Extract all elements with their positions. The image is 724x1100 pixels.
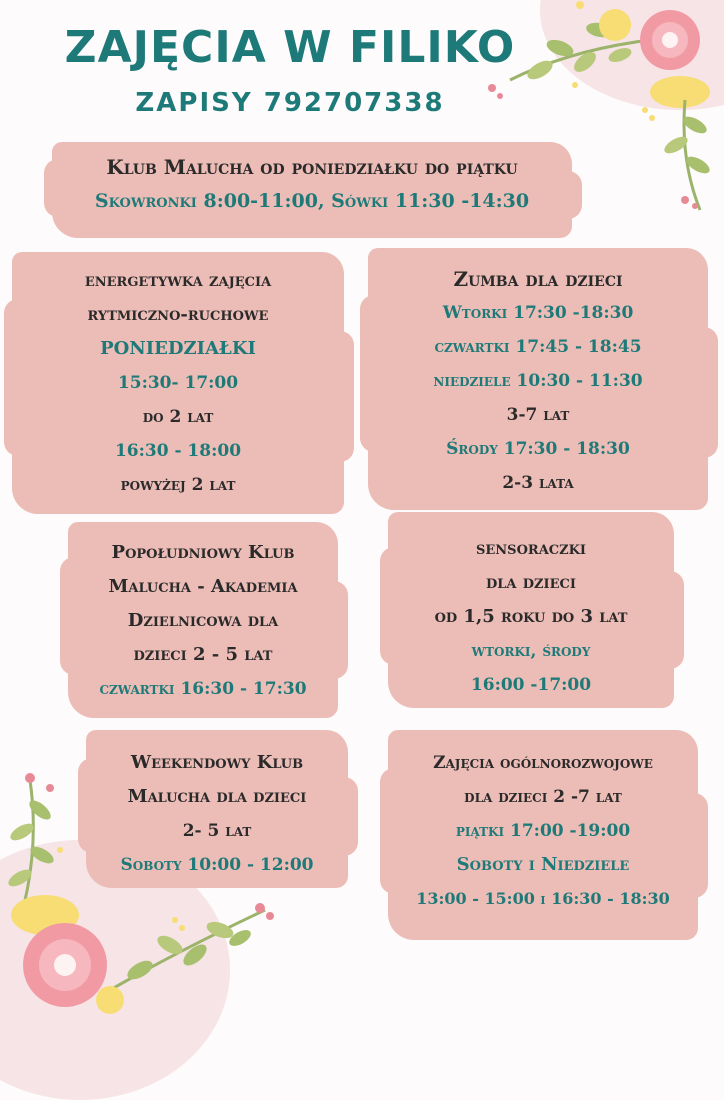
popoludniowy-line3: Dzielnicowa dla — [127, 610, 279, 631]
energetywka-time2: 16:30 - 18:00 — [114, 441, 242, 461]
sensoraczki-line3: od 1,5 roku do 3 lat — [434, 606, 628, 627]
zumba-age1: 3-7 lat — [506, 405, 570, 425]
energetywka-day: PONIEDZIAŁKI — [100, 338, 256, 359]
section-sensoraczki — [388, 532, 674, 702]
section-popoludniowy — [68, 536, 338, 706]
klub-malucha-title: Klub Malucha od poniedziałku do piątku — [106, 155, 518, 179]
zumba-time3: niedziele 10:30 - 11:30 — [433, 371, 643, 391]
energetywka-age2: powyżej 2 lat — [120, 475, 236, 495]
page-subtitle-phone: ZAPISY 792707338 — [135, 88, 445, 118]
ogolnorozwojowe-line1: Zajęcia ogólnorozwojowe — [433, 753, 653, 773]
ogolnorozwojowe-time2: Soboty i Niedziele — [456, 854, 630, 875]
sensoraczki-line2: dla dzieci — [486, 572, 576, 593]
zumba-title: Zumba dla dzieci — [453, 267, 623, 291]
energetywka-title-line1: energetywka zajęcia — [84, 270, 272, 291]
page-title: ZAJĘCIA W FILIKO — [64, 22, 516, 73]
zumba-time2: czwartki 17:45 - 18:45 — [434, 337, 642, 357]
weekendowy-age: 2- 5 lat — [182, 821, 252, 841]
section-zumba — [368, 262, 708, 500]
energetywka-title-line2: rytmiczno-ruchowe — [87, 304, 269, 325]
popoludniowy-time: czwartki 16:30 - 17:30 — [99, 679, 307, 699]
energetywka-time1: 15:30- 17:00 — [117, 373, 239, 393]
popoludniowy-line2: Malucha - Akademia — [108, 576, 298, 597]
sensoraczki-line1: sensoraczki — [476, 538, 586, 559]
section-energetywka — [12, 264, 344, 502]
zumba-time4: Środy 17:30 - 18:30 — [446, 439, 630, 459]
klub-malucha-schedule: Skowronki 8:00-11:00, Sówki 11:30 -14:30 — [94, 190, 530, 212]
weekendowy-line2: Malucha dla dzieci — [127, 786, 307, 807]
ogolnorozwojowe-time1: piątki 17:00 -19:00 — [455, 821, 631, 841]
ogolnorozwojowe-line2: dla dzieci 2 -7 lat — [464, 787, 622, 807]
sensoraczki-days: wtorki, środy — [471, 641, 591, 661]
section-klub-malucha — [52, 150, 572, 218]
popoludniowy-line1: Popołudniowy Klub — [111, 542, 295, 563]
ogolnorozwojowe-time3: 13:00 - 15:00 i 16:30 - 18:30 — [416, 889, 670, 908]
section-weekendowy — [86, 746, 348, 882]
energetywka-age1: do 2 lat — [142, 407, 214, 427]
weekendowy-time: Soboty 10:00 - 12:00 — [120, 855, 314, 875]
sensoraczki-time: 16:00 -17:00 — [470, 675, 592, 695]
popoludniowy-line4: dzieci 2 - 5 lat — [133, 644, 273, 665]
zumba-age2: 2-3 lata — [502, 473, 574, 493]
section-ogolnorozwojowe — [388, 746, 698, 916]
zumba-time1: Wtorki 17:30 -18:30 — [442, 303, 634, 323]
weekendowy-line1: Weekendowy Klub — [130, 752, 304, 773]
